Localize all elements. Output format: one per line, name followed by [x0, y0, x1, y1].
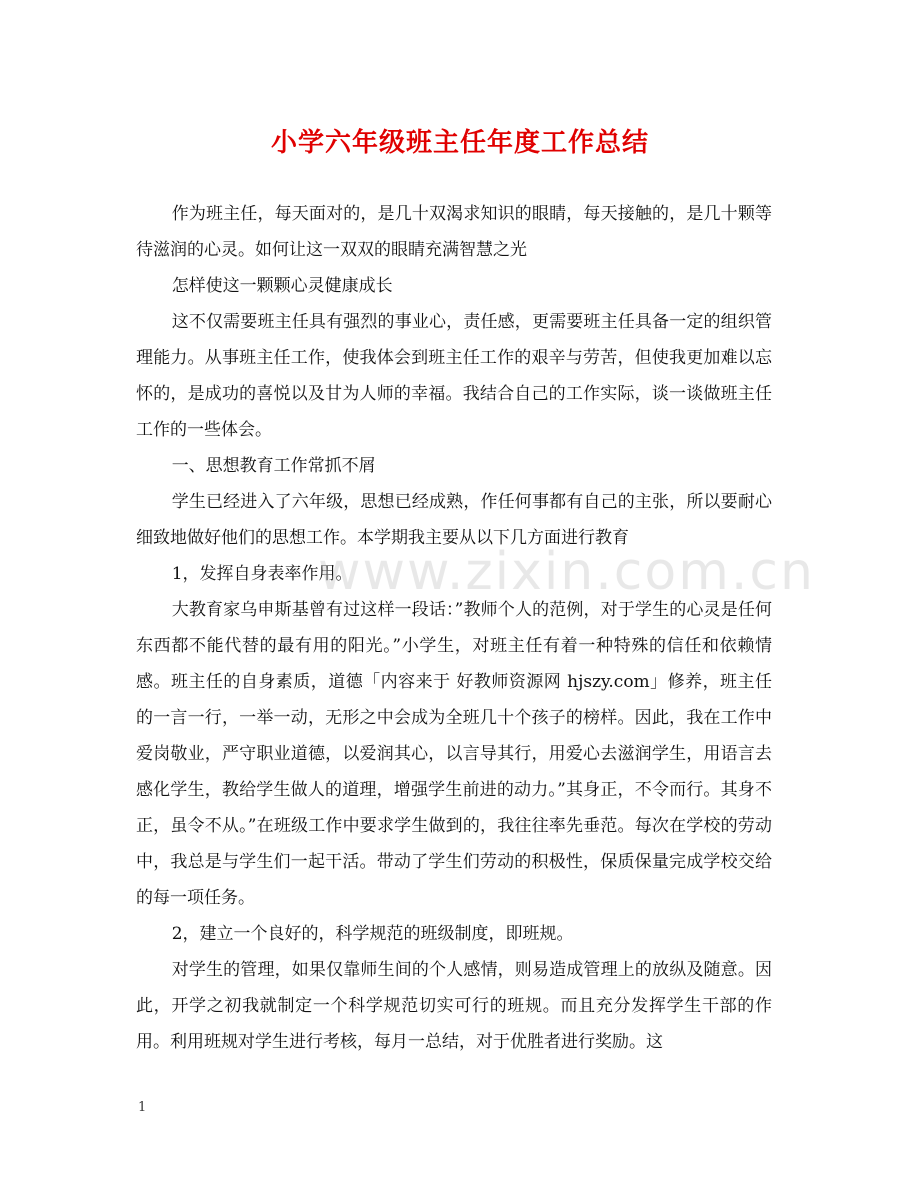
paragraph-3: 这不仅需要班主任具有强烈的事业心，责任感，更需要班主任具备一定的组织管理能力。从事班主任工作，使我体会到班主任工作的艰辛与劳苦，但使我更加难以忘怀的，是成功的喜悦以及甘为人师的幸福。我结合自己的工作实际，谈一谈做班主任工作的一些体会。	[136, 312, 772, 440]
document-title: 小学六年级班主任年度工作总结	[270, 128, 649, 158]
document-body	[136, 196, 772, 1060]
subheading-2: 2，建立一个良好的，科学规范的班级制度，即班规。	[171, 924, 574, 944]
paragraph-2: 怎样使这一颗颗心灵健康成长	[171, 276, 393, 296]
page-number: 1	[138, 1100, 147, 1115]
paragraph-6: 对学生的管理，如果仅靠师生间的个人感情，则易造成管理上的放纵及随意。因此，开学之初我就制定一个科学规范切实可行的班规。而且充分发挥学生干部的作用。利用班规对学生进行考核，每月一总结，对于优胜者进行奖励。这	[136, 960, 772, 1052]
paragraph-5: 大教育家乌申斯基曾有过这样一段话：”教师个人的范例，对于学生的心灵是任何东西都不能代替的最有用的阳光。”小学生，对班主任有着一种特殊的信任和依赖情感。班主任的自身素质，道德「内容来于 好教师资源网 hjszy.com」修养，班主任的一言一行，一举一动，无形之中会成为全班几十个孩子的榜样。因此，我在工作中爱岗敬业，严守职业道德，以爱润其心，以言导其行，用爱心去滋润学生，用语言去感化学生，教给学生做人的道理，增强学生前进的动力。”其身正，不令而行。其身不正，虽令不从。”在班级工作中要求学生做到的，我往往率先垂范。每次在学校的劳动中，我总是与学生们一起干活。带动了学生们劳动的积极性，保质保量完成学校交给的每一项任务。	[136, 600, 772, 908]
section-heading-1: 一、思想教育工作常抓不屑	[171, 456, 376, 476]
watermark-text: www.zixin.com.cn	[318, 542, 815, 602]
subheading-1: 1，发挥自身表率作用。	[171, 564, 353, 584]
paragraph-4: 学生已经进入了六年级，思想已经成熟，作任何事都有自己的主张，所以要耐心细致地做好他们的思想工作。本学期我主要从以下几方面进行教育	[136, 492, 772, 548]
paragraph-1: 作为班主任，每天面对的，是几十双渴求知识的眼睛，每天接触的，是几十颗等待滋润的心灵。如何让这一双双的眼睛充满智慧之光	[136, 204, 772, 260]
